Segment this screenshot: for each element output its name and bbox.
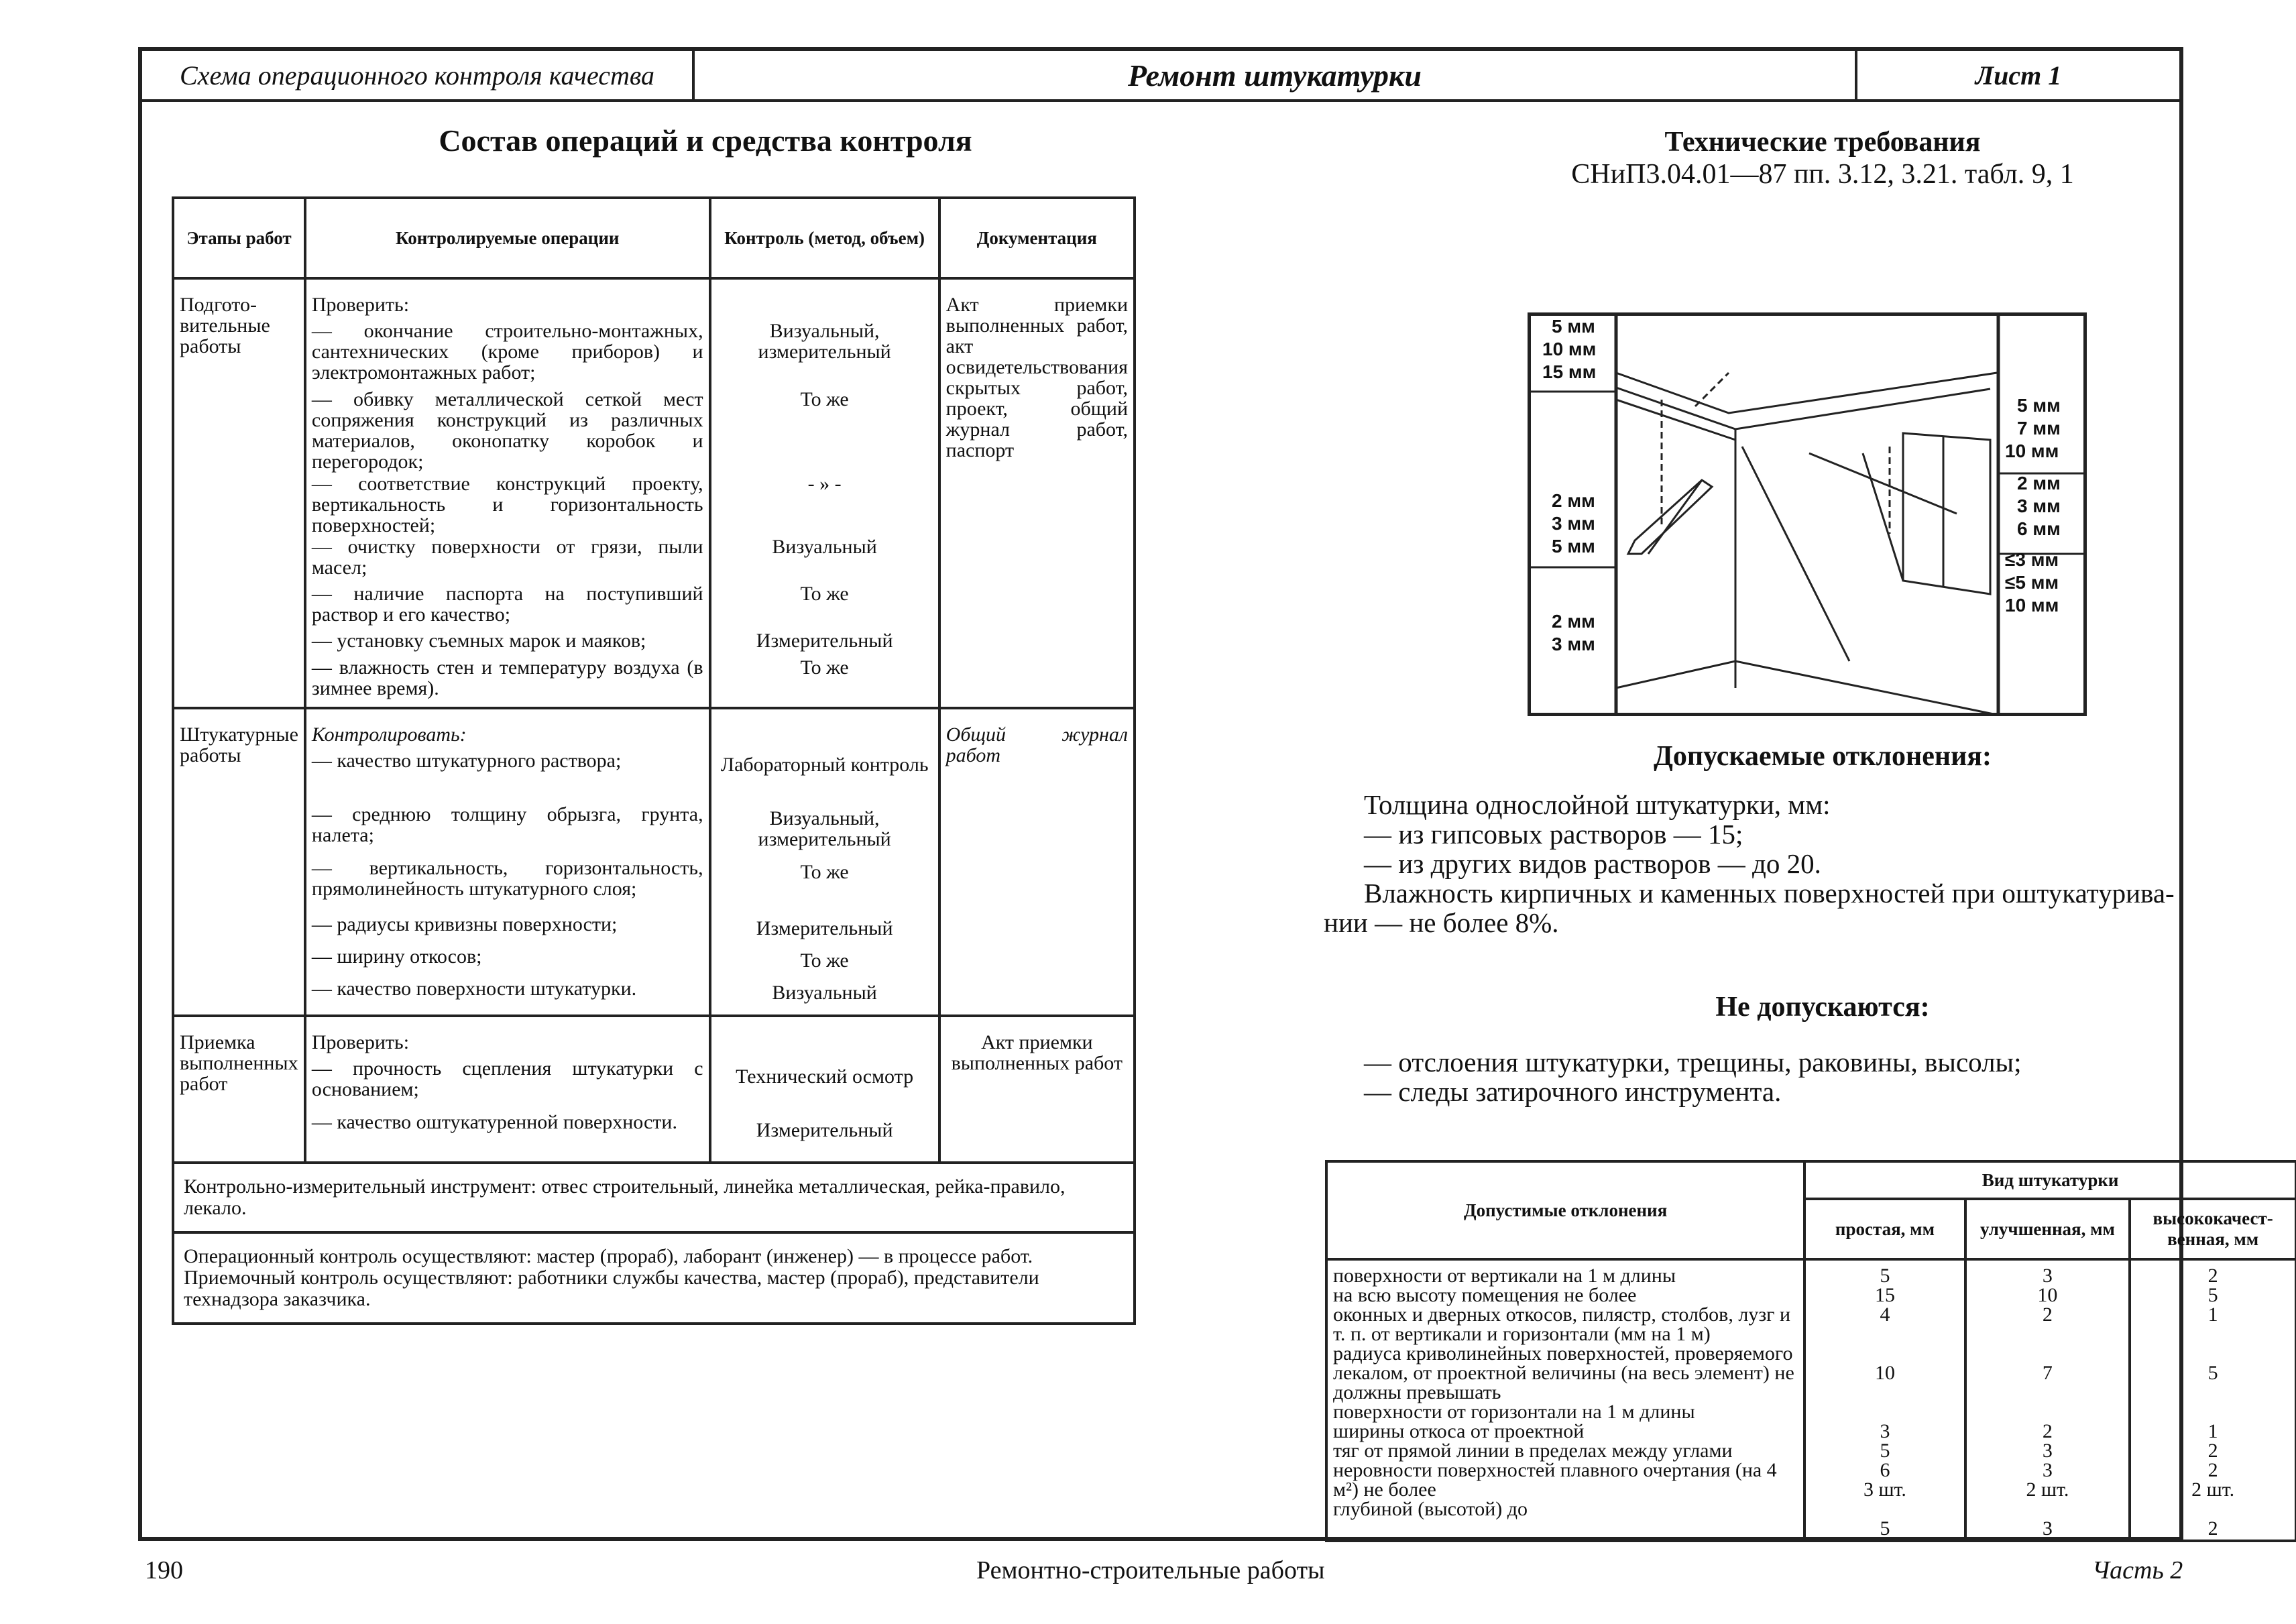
fig-left-label: 3 мм [1552, 634, 1595, 654]
col-control: Контроль (метод, объем) [710, 198, 939, 278]
dev-value: 4 [1880, 1303, 1890, 1326]
op-item: — обивку металлической сеткой мест сопряжения конструкций из различных материалов, оконопатку коробок и перегородок; [311, 388, 703, 473]
header-bar [142, 51, 2179, 102]
fig-left-label: 15 мм [1542, 361, 1597, 382]
allowed-line: Влажность кирпичных и каменных поверхностей при оштукатурива- [1364, 878, 2175, 909]
dev-value: 3 шт. [1863, 1478, 1906, 1501]
stage-plaster-control [710, 708, 939, 1016]
operations-title: Состав операций и средства контроля [439, 123, 972, 158]
book-title: Ремонтно-строительные работы [976, 1556, 1325, 1584]
dev-value: 2 [2042, 1303, 2053, 1326]
op-item: — ширину откосов; [311, 945, 482, 968]
fig-right-label: 2 мм [2017, 473, 2061, 494]
stage-plaster-row [173, 708, 1135, 1016]
stage-prep-name: Подгото-вительные работы [173, 278, 305, 708]
fig-right-label: ≤3 мм [2005, 549, 2059, 570]
dev-row-label: глубиной (высотой) до [1333, 1498, 1528, 1520]
control-item: Визуальный, измерительный [758, 320, 891, 363]
col-docs: Документация [939, 198, 1135, 278]
allowed-line: Толщина однослойной штукатурки, мм: [1364, 789, 1831, 820]
stage-accept-doc: Акт приемки выполненных работ [939, 1016, 1135, 1163]
dev-value: 3 [2042, 1459, 2053, 1481]
allowed-line: — из других видов растворов — до 20. [1364, 848, 1821, 879]
control-item: Визуальный [772, 536, 877, 558]
dev-value: 10 [2037, 1284, 2058, 1306]
dev-high-values [2130, 1259, 2296, 1541]
dev-row-label: ширины откоса от проектной [1333, 1420, 1585, 1442]
stage-prep-lead: Проверить: [311, 294, 410, 316]
control-notes [173, 1232, 1135, 1324]
figure-frame [1529, 314, 2085, 715]
dev-col-simple: простая, мм [1804, 1199, 1965, 1259]
control-item: Визуальный [772, 982, 877, 1004]
dev-value: 7 [2042, 1362, 2053, 1384]
dev-value: 5 [1880, 1517, 1890, 1540]
control-item: Лабораторный контроль [720, 754, 929, 776]
control-item: Измерительный [756, 1119, 893, 1141]
op-item: — окончание строительно-монтажных, сантехнических (кроме приборов) и электромонтажных работ; [311, 320, 703, 384]
fig-left-label: 5 мм [1552, 536, 1595, 557]
tech-req-title: Технические требования [1664, 127, 1981, 158]
dev-row-label: поверхности от горизонтали на 1 м длины [1333, 1401, 1695, 1423]
page-number: 190 [145, 1556, 183, 1584]
fig-right-label: 6 мм [2017, 518, 2061, 539]
fig-right-label: 10 мм [2005, 595, 2059, 616]
op-item: — влажность стен и температуру воздуха (в зимнее время). [311, 656, 703, 699]
dev-value: 5 [2207, 1284, 2218, 1306]
dev-simple-values [1804, 1259, 1965, 1541]
fig-left-label: 3 мм [1552, 513, 1595, 534]
allowed-line: нии — не более 8%. [1324, 907, 1559, 938]
tech-req-ref: СНиП3.04.01—87 пп. 3.12, 3.21. табл. 9, 1 [1571, 159, 2074, 190]
control-item: Измерительный [756, 630, 893, 652]
book-part: Часть 2 [2092, 1556, 2183, 1584]
fig-right-label: 3 мм [2017, 496, 2061, 516]
dev-col-high: высококачест-венная, мм [2130, 1199, 2296, 1259]
dev-row-label: на всю высоту помещения не более [1333, 1284, 1637, 1306]
control-item: Технический осмотр [736, 1065, 914, 1088]
header-scheme: Схема операционного контроля качества [142, 51, 695, 99]
op-item: — установку съемных марок и маяков; [311, 630, 646, 652]
fig-left-label: 2 мм [1552, 611, 1595, 632]
dev-value: 10 [1874, 1362, 1895, 1384]
control-item: То же [800, 656, 849, 679]
stage-prep-doc: Акт приемки выполненных работ, акт освидетельствования скрытых работ, проект, общий журнал работ, паспорт [939, 278, 1135, 708]
dev-value: 5 [1880, 1265, 1890, 1287]
dev-row-label: тяг от прямой линии в пределах между углами [1333, 1440, 1733, 1462]
forbidden-line: — следы затирочного инструмента. [1364, 1076, 1782, 1107]
dev-value: 1 [2207, 1303, 2218, 1326]
allowed-text [1324, 789, 2283, 938]
dev-head-left: Допустимые отклонения [1326, 1161, 1804, 1259]
fig-right-label: 10 мм [2005, 441, 2059, 461]
op-item: — прочность сцепления штукатурки с основанием; [311, 1057, 703, 1100]
dev-value: 2 [2207, 1517, 2218, 1540]
dev-row-label: неровности поверхностей плавного очертания (на 4 м²) не более [1333, 1459, 1777, 1501]
dev-col-improved: улучшенная, мм [1965, 1199, 2130, 1259]
control-item: То же [800, 583, 849, 605]
stage-accept-name: Приемка выполненных работ [173, 1016, 305, 1163]
control-item: То же [800, 861, 849, 883]
room-deviation-figure [1528, 312, 2087, 716]
dev-value: 6 [1880, 1459, 1890, 1481]
control-item: - » - [807, 473, 842, 495]
dev-value: 3 [2042, 1517, 2053, 1540]
dev-value: 2 шт. [2191, 1478, 2235, 1501]
operations-table [172, 196, 1136, 1325]
stage-accept-ops [305, 1016, 710, 1163]
stage-prep-row [173, 278, 1135, 708]
fig-right-label: 5 мм [2017, 395, 2061, 416]
op-item: — качество поверхности штукатурки. [311, 978, 637, 1000]
dev-value: 3 [1880, 1420, 1890, 1442]
stage-accept-lead: Проверить: [311, 1031, 410, 1053]
dev-value: 1 [2207, 1420, 2218, 1442]
control-item: Измерительный [756, 917, 893, 939]
control-note-2: Приемочный контроль осуществляют: работники службы качества, мастер (прораб), представители технадзора заказчика. [184, 1267, 1039, 1310]
fig-left-label: 10 мм [1542, 339, 1597, 359]
dev-value: 2 шт. [2026, 1478, 2069, 1501]
dev-value: 3 [2042, 1440, 2053, 1462]
fig-right-label: ≤5 мм [2005, 572, 2059, 593]
dev-value: 2 [2207, 1440, 2218, 1462]
table-row [1326, 1259, 2296, 1541]
dev-labels [1326, 1259, 1804, 1541]
op-item: — радиусы кривизны поверхности; [311, 913, 618, 935]
op-item: — соответствие конструкций проекту, вертикальность и горизонтальность поверхностей; [311, 473, 703, 536]
col-stage: Этапы работ [173, 198, 305, 278]
dev-row-label: поверхности от вертикали на 1 м длины [1333, 1265, 1676, 1287]
dev-row-label: оконных и дверных откосов, пилястр, столбов, лузг и т. п. от вертикали и горизонтали (мм на 1 м) [1333, 1303, 1791, 1345]
header-sheet: Лист 1 [1975, 60, 2062, 91]
stage-accept-control [710, 1016, 939, 1163]
op-item: — качество оштукатуренной поверхности. [311, 1111, 677, 1133]
stage-accept-row [173, 1016, 1135, 1163]
dev-value: 3 [2042, 1265, 2053, 1287]
fig-right-label: 7 мм [2017, 418, 2061, 439]
tools-note: Контрольно-измерительный инструмент: отвес строительный, линейка металлическая, рейка-правило, лекало. [173, 1163, 1135, 1232]
dev-value: 2 [2042, 1420, 2053, 1442]
dev-value: 15 [1874, 1284, 1895, 1306]
op-item: — наличие паспорта на поступивший раствор и его качество; [311, 583, 703, 626]
dev-value: 2 [2207, 1459, 2218, 1481]
allowed-title: Допускаемые отклонения: [1654, 741, 1992, 772]
deviations-table [1325, 1160, 2296, 1542]
forbidden-title: Не допускаются: [1715, 992, 1930, 1023]
header-title: Ремонт штукатурки [695, 51, 1857, 99]
op-item: — качество штукатурного раствора; [311, 750, 622, 772]
dev-value: 5 [1880, 1440, 1890, 1462]
dev-row-label: радиуса криволинейных поверхностей, проверяемого лекалом, от проектной величины (на весь элемент) не должны превышать [1333, 1342, 1794, 1403]
op-item: — вертикальность, горизонтальность, прямолинейность штукатурного слоя; [311, 857, 703, 900]
fig-left-label: 2 мм [1552, 490, 1595, 511]
stage-plaster-doc: Общий журнал работ [939, 708, 1135, 1016]
stage-prep-ops [305, 278, 710, 708]
page-frame [138, 47, 2273, 1541]
stage-plaster-lead: Контролировать: [311, 723, 467, 746]
stage-plaster-ops [305, 708, 710, 1016]
stage-plaster-name: Штукатурные работы [173, 708, 305, 1016]
stage-prep-control [710, 278, 939, 708]
control-note-1: Операционный контроль осуществляют: мастер (прораб), лаборант (инженер) — в процессе работ. [184, 1245, 1033, 1267]
col-operations: Контролируемые операции [305, 198, 710, 278]
control-item: Визуальный, измерительный [758, 807, 891, 850]
dev-value: 2 [2207, 1265, 2218, 1287]
forbidden-line: — отслоения штукатурки, трещины, раковины, высолы; [1364, 1047, 2022, 1078]
dev-value: 5 [2207, 1362, 2218, 1384]
forbidden-text [1364, 1047, 2283, 1106]
dev-improved-values [1965, 1259, 2130, 1541]
op-item: — очистку поверхности от грязи, пыли масел; [311, 536, 703, 579]
dev-head-group: Вид штукатурки [1804, 1161, 2296, 1199]
fig-left-label: 5 мм [1552, 316, 1595, 337]
control-item: То же [800, 949, 849, 972]
allowed-line: — из гипсовых растворов — 15; [1364, 819, 1743, 850]
control-item: То же [800, 388, 849, 410]
op-item: — среднюю толщину обрызга, грунта, налета; [311, 803, 703, 846]
